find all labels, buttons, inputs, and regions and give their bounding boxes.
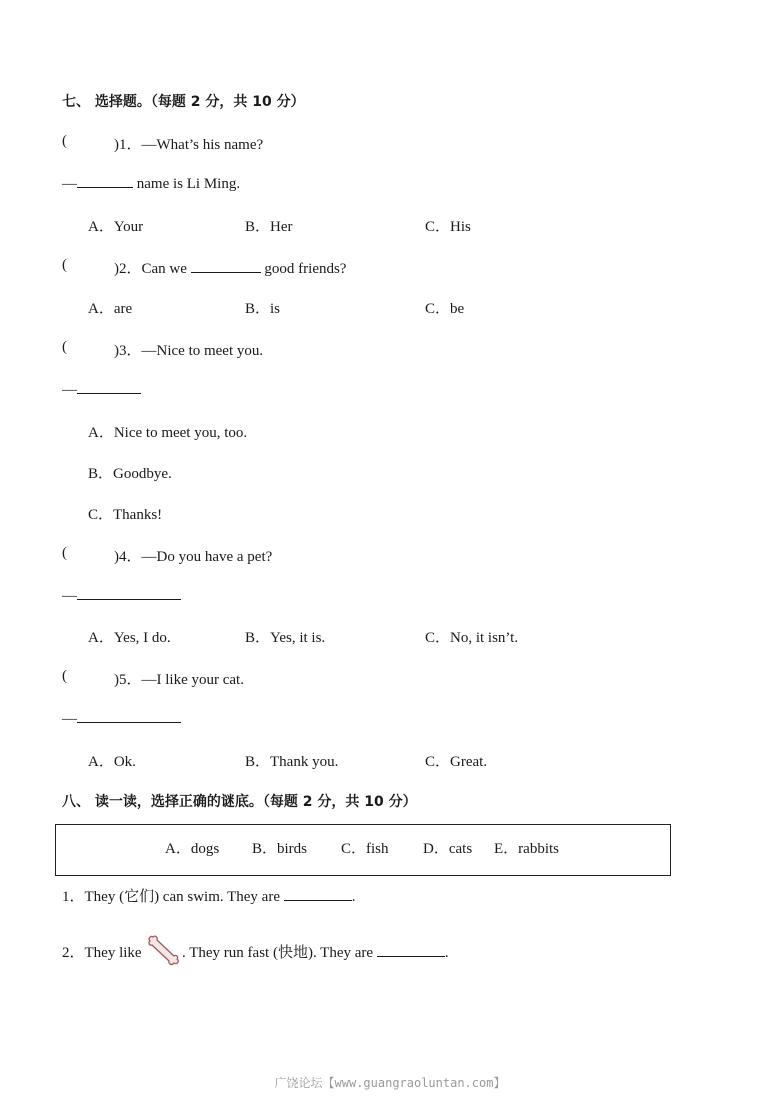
riddle-1 xyxy=(62,885,356,906)
q5-option-c[interactable]: C．Great. xyxy=(425,754,488,770)
q1-paren: ( xyxy=(62,133,67,149)
riddle-1-blank[interactable] xyxy=(284,887,352,901)
q1-line xyxy=(114,133,263,154)
riddle-2-period: . xyxy=(444,945,449,961)
q4-answer-line xyxy=(62,586,181,605)
q2-option-b[interactable]: B．is xyxy=(245,301,281,317)
q3-answer-line xyxy=(62,380,141,399)
q4-blank[interactable] xyxy=(77,586,181,600)
box-option-a: A．dogs xyxy=(165,841,220,857)
q1-answer-text: name is Li Ming. xyxy=(136,176,241,192)
q5-option-b[interactable]: B．Thank you. xyxy=(245,754,339,770)
q4-option-a[interactable]: A．Yes, I do. xyxy=(88,630,171,646)
q4-option-c[interactable]: C．No, it isn’t. xyxy=(425,630,519,646)
riddle-2-start: 2．They like xyxy=(62,945,142,961)
q2-option-c[interactable]: C．be xyxy=(425,301,465,317)
section-8-heading: 八、 读一读，选择正确的谜底。（每题 2 分，共 10 分） xyxy=(62,794,417,810)
q5-paren: ( xyxy=(62,668,67,684)
riddle-2 xyxy=(182,941,449,962)
q4-answer-dash: — xyxy=(62,588,77,604)
q1-number: )1． xyxy=(114,137,142,153)
q1-dash: — xyxy=(141,137,157,153)
riddle-2-blank[interactable] xyxy=(377,943,445,957)
q1-answer-dash: — xyxy=(62,176,77,192)
q4-paren: ( xyxy=(62,545,67,561)
riddle-2-text: . They run fast (快地). They are xyxy=(182,945,374,961)
q3-blank[interactable] xyxy=(77,380,141,394)
q5-dash: — xyxy=(141,672,157,688)
q3-line xyxy=(114,339,263,360)
q3-number: )3． xyxy=(114,343,142,359)
box-option-c: C．fish xyxy=(341,841,389,857)
q3-option-a[interactable]: A．Nice to meet you, too. xyxy=(88,425,248,441)
q2-option-a[interactable]: A．are xyxy=(88,301,133,317)
q4-line xyxy=(114,545,272,566)
bone-icon xyxy=(147,933,181,967)
q5-answer-dash: — xyxy=(62,711,77,727)
q5-option-a[interactable]: A．Ok. xyxy=(88,754,136,770)
q5-blank[interactable] xyxy=(77,709,181,723)
q4-number: )4． xyxy=(114,549,142,565)
q1-option-c[interactable]: C．His xyxy=(425,219,471,235)
q1-question: What’s his name? xyxy=(156,137,264,153)
box-option-d: D．cats xyxy=(423,841,473,857)
footer-watermark: 广饶论坛【www.guangraoluntan.com】 xyxy=(274,1076,506,1090)
q3-answer-dash: — xyxy=(62,382,77,398)
q5-line xyxy=(114,668,244,689)
q3-dash: — xyxy=(141,343,157,359)
q2-number: )2． xyxy=(114,261,142,277)
q3-paren: ( xyxy=(62,339,67,355)
q3-option-c[interactable]: C．Thanks! xyxy=(88,507,163,523)
q4-option-b[interactable]: B．Yes, it is. xyxy=(245,630,326,646)
q1-blank[interactable] xyxy=(77,174,133,188)
answer-options-box xyxy=(55,824,671,876)
q1-option-a[interactable]: A．Your xyxy=(88,219,144,235)
q4-dash: — xyxy=(141,549,157,565)
box-option-b: B．birds xyxy=(252,841,308,857)
q3-option-b[interactable]: B．Goodbye. xyxy=(88,466,172,482)
q3-question: Nice to meet you. xyxy=(156,343,264,359)
q1-answer-line xyxy=(62,174,240,193)
q4-question: Do you have a pet? xyxy=(156,549,273,565)
q2-line xyxy=(114,257,346,278)
q2-blank[interactable] xyxy=(191,259,261,273)
q2-paren: ( xyxy=(62,257,67,273)
q5-answer-line xyxy=(62,709,181,728)
q1-option-b[interactable]: B．Her xyxy=(245,219,293,235)
riddle-1-period: . xyxy=(351,889,356,905)
q5-number: )5． xyxy=(114,672,142,688)
riddle-1-text: 1．They (它们) can swim. They are xyxy=(62,889,280,905)
q5-question: I like your cat. xyxy=(156,672,244,688)
q2-before: Can we xyxy=(141,261,187,277)
q2-after: good friends? xyxy=(264,261,347,277)
section-7-heading: 七、 选择题。（每题 2 分，共 10 分） xyxy=(62,94,305,110)
box-option-e: E．rabbits xyxy=(494,841,559,857)
